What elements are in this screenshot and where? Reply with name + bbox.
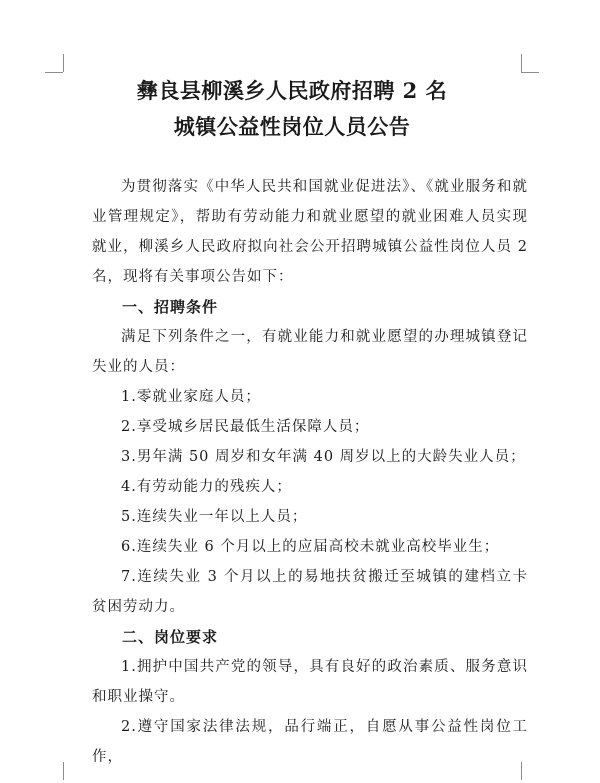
condition-item: 4.有劳动能力的残疾人； <box>121 479 292 495</box>
section-heading-position-requirements: 二、岗位要求 <box>122 628 219 646</box>
crop-mark-top-right-horizontal <box>521 72 539 73</box>
condition-item: 1.零就业家庭人员； <box>121 389 261 405</box>
recruitment-conditions-lead: 满足下列条件之一，有就业能力和就业愿望的办理城镇登记失业的人员： <box>92 329 528 375</box>
condition-item: 2.享受城乡居民最低生活保障人员； <box>121 419 370 435</box>
section-heading-recruitment-conditions: 一、招聘条件 <box>122 298 219 316</box>
requirement-item: 1.拥护中国共产党的领导，具有良好的政治素质、服务意识和职业操守。 <box>92 659 528 705</box>
requirement-item: 2.遵守国家法律法规，品行端正，自愿从事公益性岗位工作， <box>92 719 528 765</box>
document-title-line-1: 彝良县柳溪乡人民政府招聘 2 名 <box>136 78 448 103</box>
crop-mark-bottom-left-vertical <box>63 762 64 780</box>
condition-item: 3.男年满 50 周岁和女年满 40 周岁以上的大龄失业人员； <box>121 449 526 465</box>
condition-item: 6.连续失业 6 个月以上的应届高校未就业高校毕业生； <box>121 539 500 555</box>
intro-paragraph: 为贯彻落实《中华人民共和国就业促进法》、《就业服务和就业管理规定》，帮助有劳动能力和就业愿望的就业困难人员实现就业，柳溪乡人民政府拟向社会公开招聘城镇公益性岗位人员 2 名，现将有关事项公告如下： <box>92 179 528 285</box>
crop-mark-top-left-vertical <box>63 54 64 72</box>
crop-mark-top-left-horizontal <box>45 72 63 73</box>
document-body <box>92 172 528 772</box>
document-title-line-2: 城镇公益性岗位人员公告 <box>173 114 411 139</box>
crop-mark-top-right-vertical <box>521 54 522 72</box>
condition-item: 7.连续失业 3 个月以上的易地扶贫搬迁至城镇的建档立卡贫困劳动力。 <box>92 569 528 615</box>
condition-item: 5.连续失业一年以上人员； <box>121 509 308 525</box>
